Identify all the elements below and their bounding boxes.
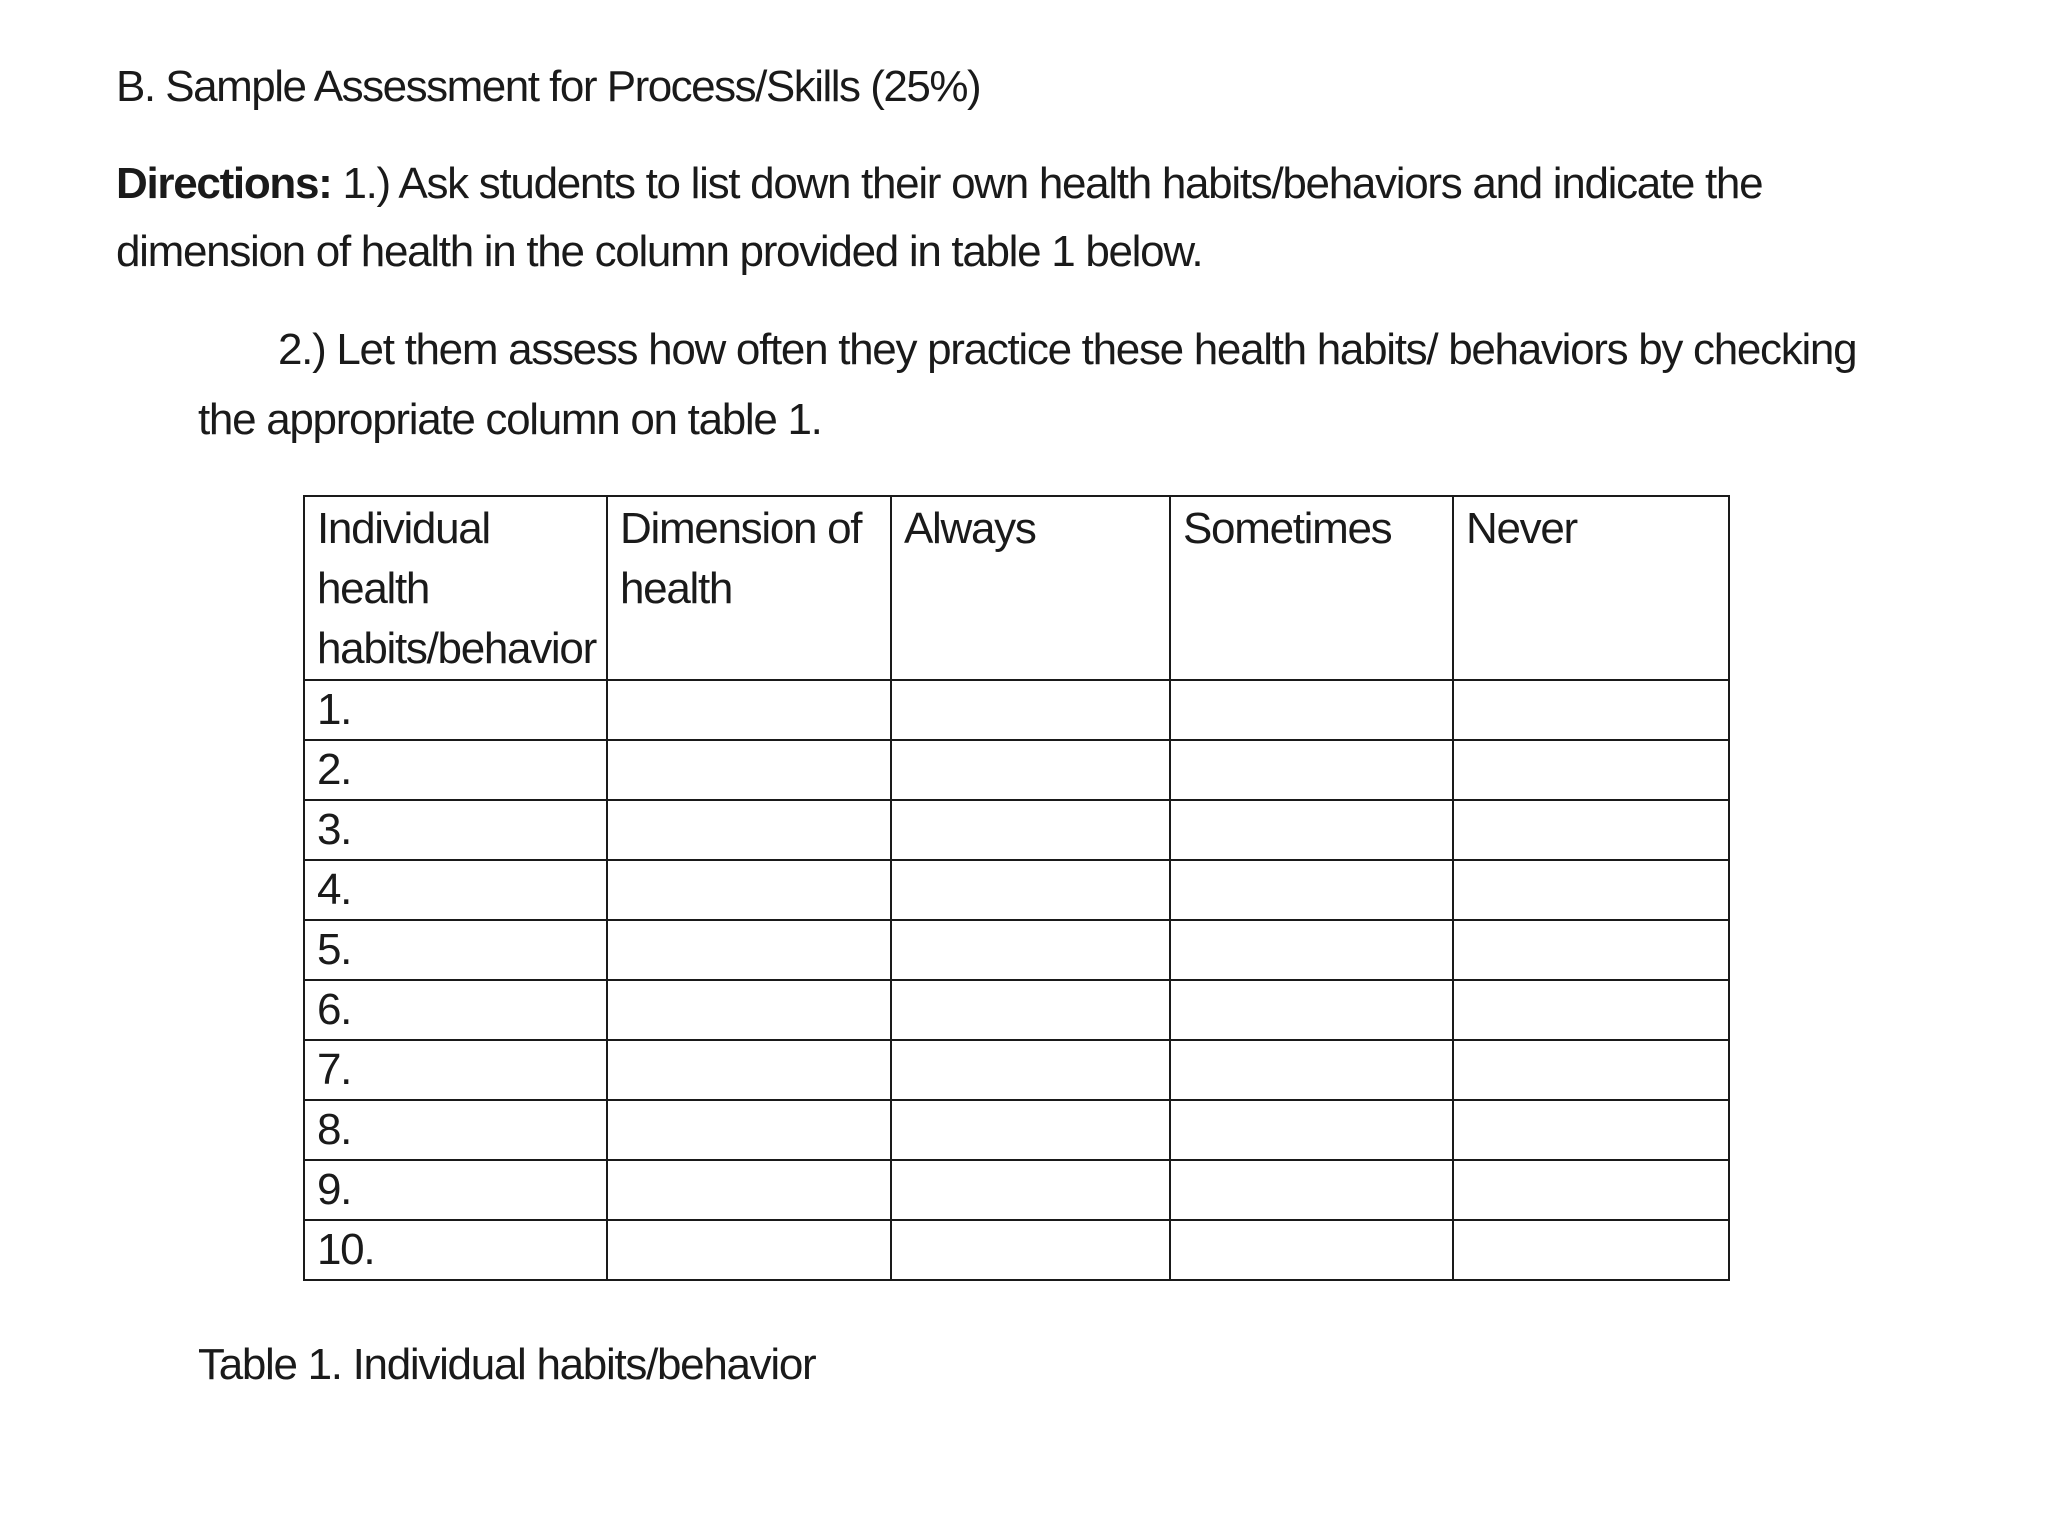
sometimes-cell[interactable] (1170, 740, 1453, 800)
dimension-cell[interactable] (607, 800, 891, 860)
row-number: 2. (304, 740, 607, 800)
sometimes-cell[interactable] (1170, 800, 1453, 860)
dimension-cell[interactable] (607, 1040, 891, 1100)
dimension-cell[interactable] (607, 860, 891, 920)
dimension-cell[interactable] (607, 1220, 891, 1280)
always-cell[interactable] (891, 1160, 1170, 1220)
always-cell[interactable] (891, 860, 1170, 920)
table-header-row (304, 496, 1729, 680)
step-2-line-1: 2.) Let them assess how often they practice these health habits/ behaviors by checking (278, 325, 1857, 374)
sometimes-cell[interactable] (1170, 980, 1453, 1040)
dimension-cell[interactable] (607, 920, 891, 980)
row-number: 3. (304, 800, 607, 860)
header-sometimes: Sometimes (1170, 496, 1453, 680)
section-heading: B. Sample Assessment for Process/Skills (25%) (116, 62, 981, 111)
step-1-text: 1.) Ask students to list down their own health habits/behaviors and indicate the (331, 159, 1763, 208)
table-row (304, 680, 1729, 740)
dimension-cell[interactable] (607, 1160, 891, 1220)
table-row (304, 1040, 1729, 1100)
never-cell[interactable] (1453, 680, 1729, 740)
directions-line-2: dimension of health in the column provided in table 1 below. (116, 227, 1203, 276)
sometimes-cell[interactable] (1170, 680, 1453, 740)
sometimes-cell[interactable] (1170, 920, 1453, 980)
never-cell[interactable] (1453, 920, 1729, 980)
always-cell[interactable] (891, 1220, 1170, 1280)
always-cell[interactable] (891, 920, 1170, 980)
header-never: Never (1453, 496, 1729, 680)
table-row (304, 740, 1729, 800)
always-cell[interactable] (891, 740, 1170, 800)
row-number: 7. (304, 1040, 607, 1100)
sometimes-cell[interactable] (1170, 1220, 1453, 1280)
never-cell[interactable] (1453, 1040, 1729, 1100)
directions-label: Directions: (116, 159, 332, 208)
never-cell[interactable] (1453, 740, 1729, 800)
header-always: Always (891, 496, 1170, 680)
sometimes-cell[interactable] (1170, 860, 1453, 920)
dimension-cell[interactable] (607, 740, 891, 800)
header-dimension-of-health: Dimension of health (607, 496, 891, 680)
row-number: 4. (304, 860, 607, 920)
never-cell[interactable] (1453, 860, 1729, 920)
table-caption: Table 1. Individual habits/behavior (198, 1340, 816, 1389)
table-row (304, 1100, 1729, 1160)
never-cell[interactable] (1453, 980, 1729, 1040)
table-row (304, 860, 1729, 920)
dimension-cell[interactable] (607, 980, 891, 1040)
table-row (304, 980, 1729, 1040)
row-number: 9. (304, 1160, 607, 1220)
never-cell[interactable] (1453, 1160, 1729, 1220)
sometimes-cell[interactable] (1170, 1040, 1453, 1100)
table-row (304, 920, 1729, 980)
row-number: 1. (304, 680, 607, 740)
never-cell[interactable] (1453, 800, 1729, 860)
table-row (304, 1160, 1729, 1220)
never-cell[interactable] (1453, 1100, 1729, 1160)
sometimes-cell[interactable] (1170, 1160, 1453, 1220)
never-cell[interactable] (1453, 1220, 1729, 1280)
row-number: 10. (304, 1220, 607, 1280)
always-cell[interactable] (891, 680, 1170, 740)
directions-line-1 (116, 150, 1762, 218)
row-number: 5. (304, 920, 607, 980)
always-cell[interactable] (891, 1040, 1170, 1100)
table-row (304, 1220, 1729, 1280)
always-cell[interactable] (891, 1100, 1170, 1160)
always-cell[interactable] (891, 980, 1170, 1040)
row-number: 8. (304, 1100, 607, 1160)
header-individual-habits: Individual health habits/behavior (304, 496, 607, 680)
table-row (304, 800, 1729, 860)
always-cell[interactable] (891, 800, 1170, 860)
dimension-cell[interactable] (607, 1100, 891, 1160)
sometimes-cell[interactable] (1170, 1100, 1453, 1160)
habits-table (303, 495, 1730, 1281)
step-2-line-2: the appropriate column on table 1. (198, 395, 822, 444)
dimension-cell[interactable] (607, 680, 891, 740)
row-number: 6. (304, 980, 607, 1040)
